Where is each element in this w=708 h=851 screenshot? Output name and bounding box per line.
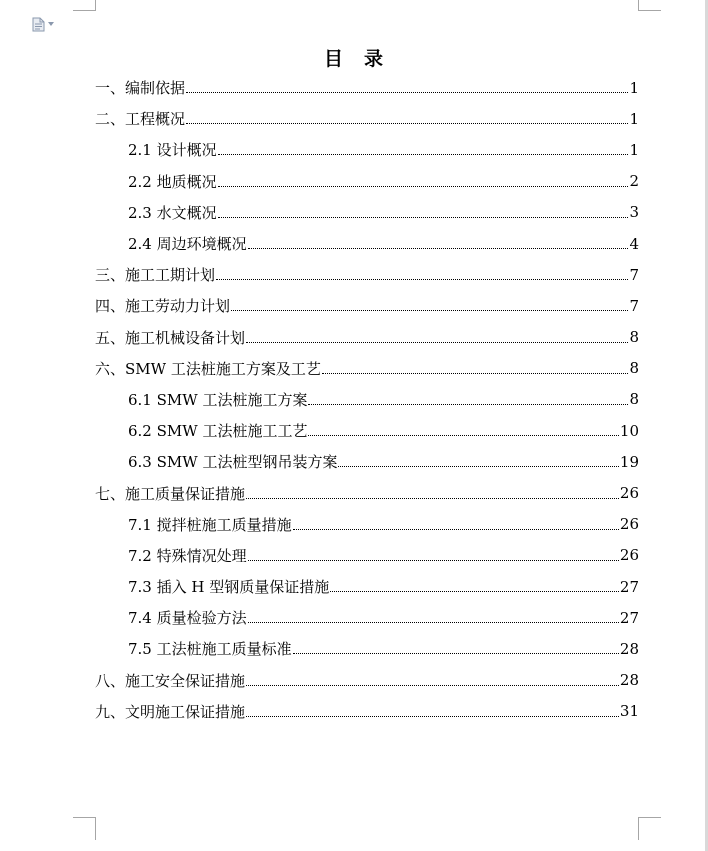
toc-entry[interactable] <box>95 72 639 103</box>
toc-entry-label: 2.4 周边环境概况 <box>128 235 247 254</box>
toc-entry[interactable] <box>95 290 639 321</box>
toc-leader-dots <box>186 123 628 124</box>
toc-entry-page: 27 <box>619 577 639 596</box>
toc-entry[interactable] <box>95 540 639 571</box>
toc-entry-label: 6.1 SMW 工法桩施工方案 <box>128 390 308 409</box>
toc-entry-page: 1 <box>629 109 639 128</box>
toc-entry-label: 二、工程概况 <box>95 110 186 129</box>
toc-entry-label: 6.2 SMW 工法桩施工工艺 <box>128 422 308 441</box>
toc-entry-label: 一、编制依据 <box>95 79 186 98</box>
toc-entry[interactable] <box>95 259 639 290</box>
toc-entry-label: 7.2 特殊情况处理 <box>128 546 247 565</box>
toc-leader-dots <box>231 310 628 311</box>
document-icon <box>32 17 45 32</box>
toc-leader-dots <box>293 529 619 530</box>
toc-entry-page: 2 <box>629 172 639 191</box>
toc-entry-label: 7.1 搅拌桩施工质量措施 <box>128 515 292 534</box>
toc-entry[interactable] <box>95 384 639 415</box>
toc-entry-label: 7.5 工法桩施工质量标准 <box>128 640 292 659</box>
toc-entry[interactable] <box>95 197 639 228</box>
toc-leader-dots <box>248 622 619 623</box>
toc-entry[interactable] <box>95 602 639 633</box>
crop-mark-bottom-left <box>73 817 96 840</box>
dropdown-arrow-icon <box>48 22 54 26</box>
toc-entry[interactable] <box>95 353 639 384</box>
toc-entry-label: 2.1 设计概况 <box>128 141 217 160</box>
toc-leader-dots <box>218 186 629 187</box>
toc-entry-label: 7.4 质量检验方法 <box>128 609 247 628</box>
toc-entry[interactable] <box>95 322 639 353</box>
toc-entry-label: 三、施工工期计划 <box>95 266 216 285</box>
toc-entry[interactable] <box>95 415 639 446</box>
toc-entry[interactable] <box>95 477 639 508</box>
toc-leader-dots <box>248 248 629 249</box>
toc-leader-dots <box>246 498 619 499</box>
toc-entry[interactable] <box>95 446 639 477</box>
document-menu[interactable] <box>32 16 58 32</box>
toc-entry-page: 7 <box>629 265 639 284</box>
toc-entry-label: 2.2 地质概况 <box>128 172 217 191</box>
toc-entry[interactable] <box>95 509 639 540</box>
toc-entry-page: 28 <box>619 671 639 690</box>
toc-entry-page: 26 <box>619 515 639 534</box>
toc-entry-page: 1 <box>629 140 639 159</box>
toc-entry-label: 六、SMW 工法桩施工方案及工艺 <box>95 359 321 378</box>
toc-entry-label: 五、施工机械设备计划 <box>95 328 246 347</box>
toc-entry-label: 七、施工质量保证措施 <box>95 484 246 503</box>
toc-leader-dots <box>186 92 628 93</box>
toc-entry[interactable] <box>95 103 639 134</box>
toc-entry[interactable] <box>95 633 639 664</box>
toc-leader-dots <box>308 404 628 405</box>
toc-entry-page: 10 <box>619 421 639 440</box>
toc-entry-page: 28 <box>619 639 639 658</box>
toc-leader-dots <box>330 591 619 592</box>
toc-entry-label: 九、文明施工保证措施 <box>95 702 246 721</box>
toc-entry[interactable] <box>95 228 639 259</box>
toc-entry[interactable] <box>95 166 639 197</box>
crop-mark-top-right <box>638 0 661 11</box>
toc-entry[interactable] <box>95 696 639 727</box>
toc-entry[interactable] <box>95 665 639 696</box>
toc-entry-page: 27 <box>619 608 639 627</box>
toc-entry-page: 8 <box>629 359 639 378</box>
toc-entry-label: 四、施工劳动力计划 <box>95 297 231 316</box>
toc-entry-page: 7 <box>629 296 639 315</box>
table-of-contents <box>95 72 639 727</box>
toc-leader-dots <box>246 342 628 343</box>
toc-leader-dots <box>246 716 619 717</box>
toc-entry[interactable] <box>95 571 639 602</box>
toc-leader-dots <box>216 279 628 280</box>
toc-entry-label: 7.3 插入 H 型钢质量保证措施 <box>128 578 330 597</box>
toc-leader-dots <box>293 653 619 654</box>
toc-leader-dots <box>218 217 629 218</box>
crop-mark-bottom-right <box>638 817 661 840</box>
toc-entry-label: 八、施工安全保证措施 <box>95 671 246 690</box>
toc-leader-dots <box>248 560 619 561</box>
toc-entry-page: 3 <box>629 203 639 222</box>
toc-leader-dots <box>338 466 618 467</box>
toc-entry-label: 6.3 SMW 工法桩型钢吊装方案 <box>128 453 338 472</box>
toc-entry-page: 1 <box>629 78 639 97</box>
toc-entry-page: 19 <box>619 452 639 471</box>
toc-entry-page: 26 <box>619 484 639 503</box>
toc-entry-page: 8 <box>629 328 639 347</box>
toc-leader-dots <box>218 154 629 155</box>
crop-mark-top-left <box>73 0 96 11</box>
toc-leader-dots <box>308 435 618 436</box>
toc-entry-label: 2.3 水文概况 <box>128 203 217 222</box>
toc-entry[interactable] <box>95 134 639 165</box>
toc-entry-page: 31 <box>619 702 639 721</box>
toc-entry-page: 26 <box>619 546 639 565</box>
toc-entry-page: 8 <box>629 390 639 409</box>
toc-entry-page: 4 <box>629 234 639 253</box>
toc-leader-dots <box>246 685 619 686</box>
toc-leader-dots <box>322 373 629 374</box>
toc-title: 目 录 <box>323 48 384 70</box>
